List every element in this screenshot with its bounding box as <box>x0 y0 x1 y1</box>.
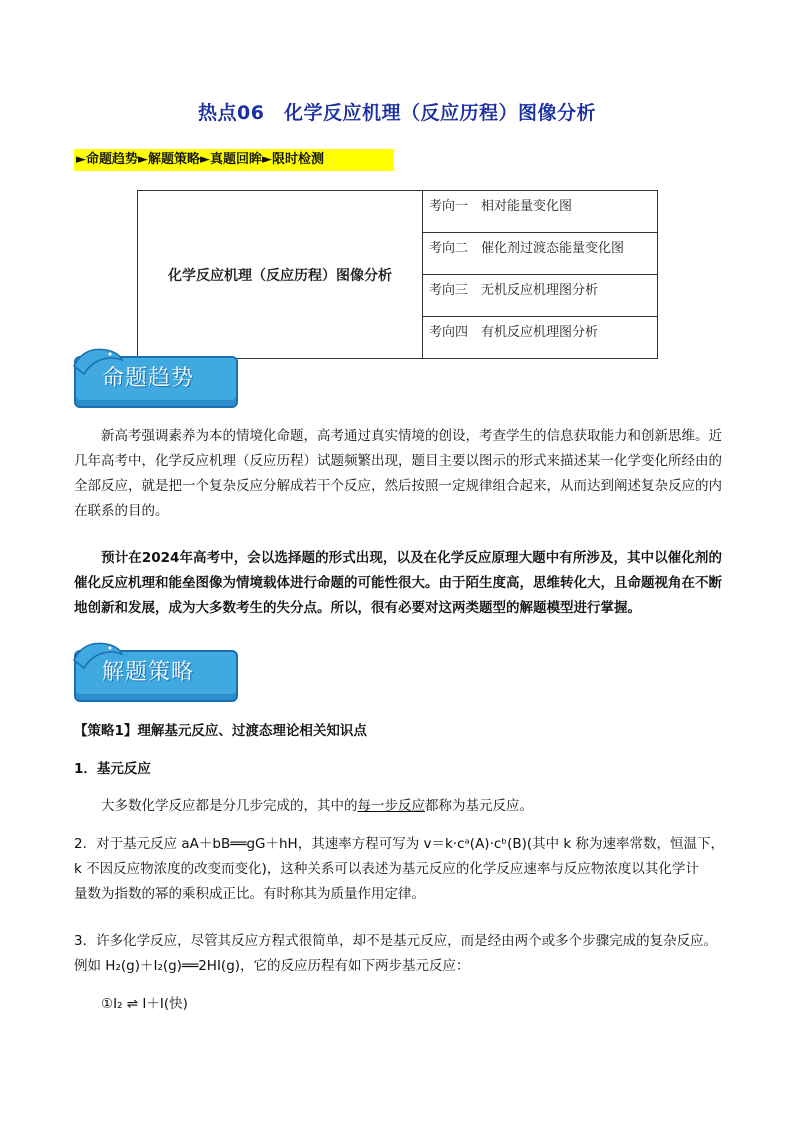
item1-pre: 大多数化学反应都是分几步完成的，其中的 <box>101 798 358 814</box>
item1-post: 都称为基元反应。 <box>425 798 533 814</box>
topic-table <box>137 190 658 359</box>
trend-paragraph-1: 新高考强调素养为本的情境化命题，高考通过真实情境的创设，考查学生的信息获取能力和创新思维。近几年高考中，化学反应机理（反应历程）试题频繁出现，题目主要以图示的形式来描述某一化学变化所经由的全部反应，就是把一个复杂反应分解成若干个反应，然后按照一定规律组合起来，从而达到阐述复杂反应的内在联系的目的。 <box>74 428 722 519</box>
item2-line-3: 量数为指数的幂的乘积成正比。有时称其为质量作用定律。 <box>74 886 425 902</box>
item2-line-2: k 不因反应物浓度的改变而变化)，这种关系可以表述为基元反应的化学反应速率与反应物浓度以其化学计 <box>74 861 699 877</box>
item3-line-1: 3．许多化学反应，尽管其反应方程式很简单，却不是基元反应，而是经由两个或多个步骤完成的复杂反应。 <box>74 933 718 949</box>
trend-badge-label: 命题趋势 <box>102 366 195 391</box>
strategy-badge <box>70 638 240 702</box>
trend-badge <box>70 344 240 408</box>
topic-item-2: 考向二 催化剂过渡态能量变化图 <box>423 233 658 275</box>
strategy-heading: 【策略1】理解基元反应、过渡态理论相关知识点 <box>74 723 367 739</box>
topic-item-4: 考向四 有机反应机理图分析 <box>423 317 658 359</box>
item1-title: 1．基元反应 <box>74 761 151 777</box>
topic-item-3: 考向三 无机反应机理图分析 <box>423 275 658 317</box>
topic-main: 化学反应机理（反应历程）图像分析 <box>138 191 423 359</box>
topic-item-1: 考向一 相对能量变化图 <box>423 191 658 233</box>
item3-line-2: 例如 H₂(g)＋I₂(g)══2HI(g)，它的反应历程有如下两步基元反应： <box>74 958 470 974</box>
item1-underline: 每一步反应 <box>357 798 425 814</box>
strategy-badge-label: 解题策略 <box>102 660 195 685</box>
page-title: 热点06 化学反应机理（反应历程）图像分析 <box>198 102 596 124</box>
item1-text <box>101 794 533 814</box>
item2-line-1: 2．对于基元反应 aA＋bB══gG＋hH，其速率方程可写为 v＝k·cᵃ(A)·cᵇ(B)(其中 k 称为速率常数，恒温下， <box>74 836 725 852</box>
section-nav[interactable]: ►命题趋势►解题策略►真题回眸►限时检测 <box>74 149 394 171</box>
reaction-step-1: ①I₂ ⇌ I＋I(快) <box>101 996 188 1012</box>
trend-paragraph-2: 预计在2024年高考中，会以选择题的形式出现，以及在化学反应原理大题中有所涉及，其中以催化剂的催化反应机理和能垒图像为情境载体进行命题的可能性很大。由于陌生度高，思维转化大，且命题视角在不断地创新和发展，成为大多数考生的失分点。所以，很有必要对这两类题型的解题模型进行掌握。 <box>74 550 722 616</box>
